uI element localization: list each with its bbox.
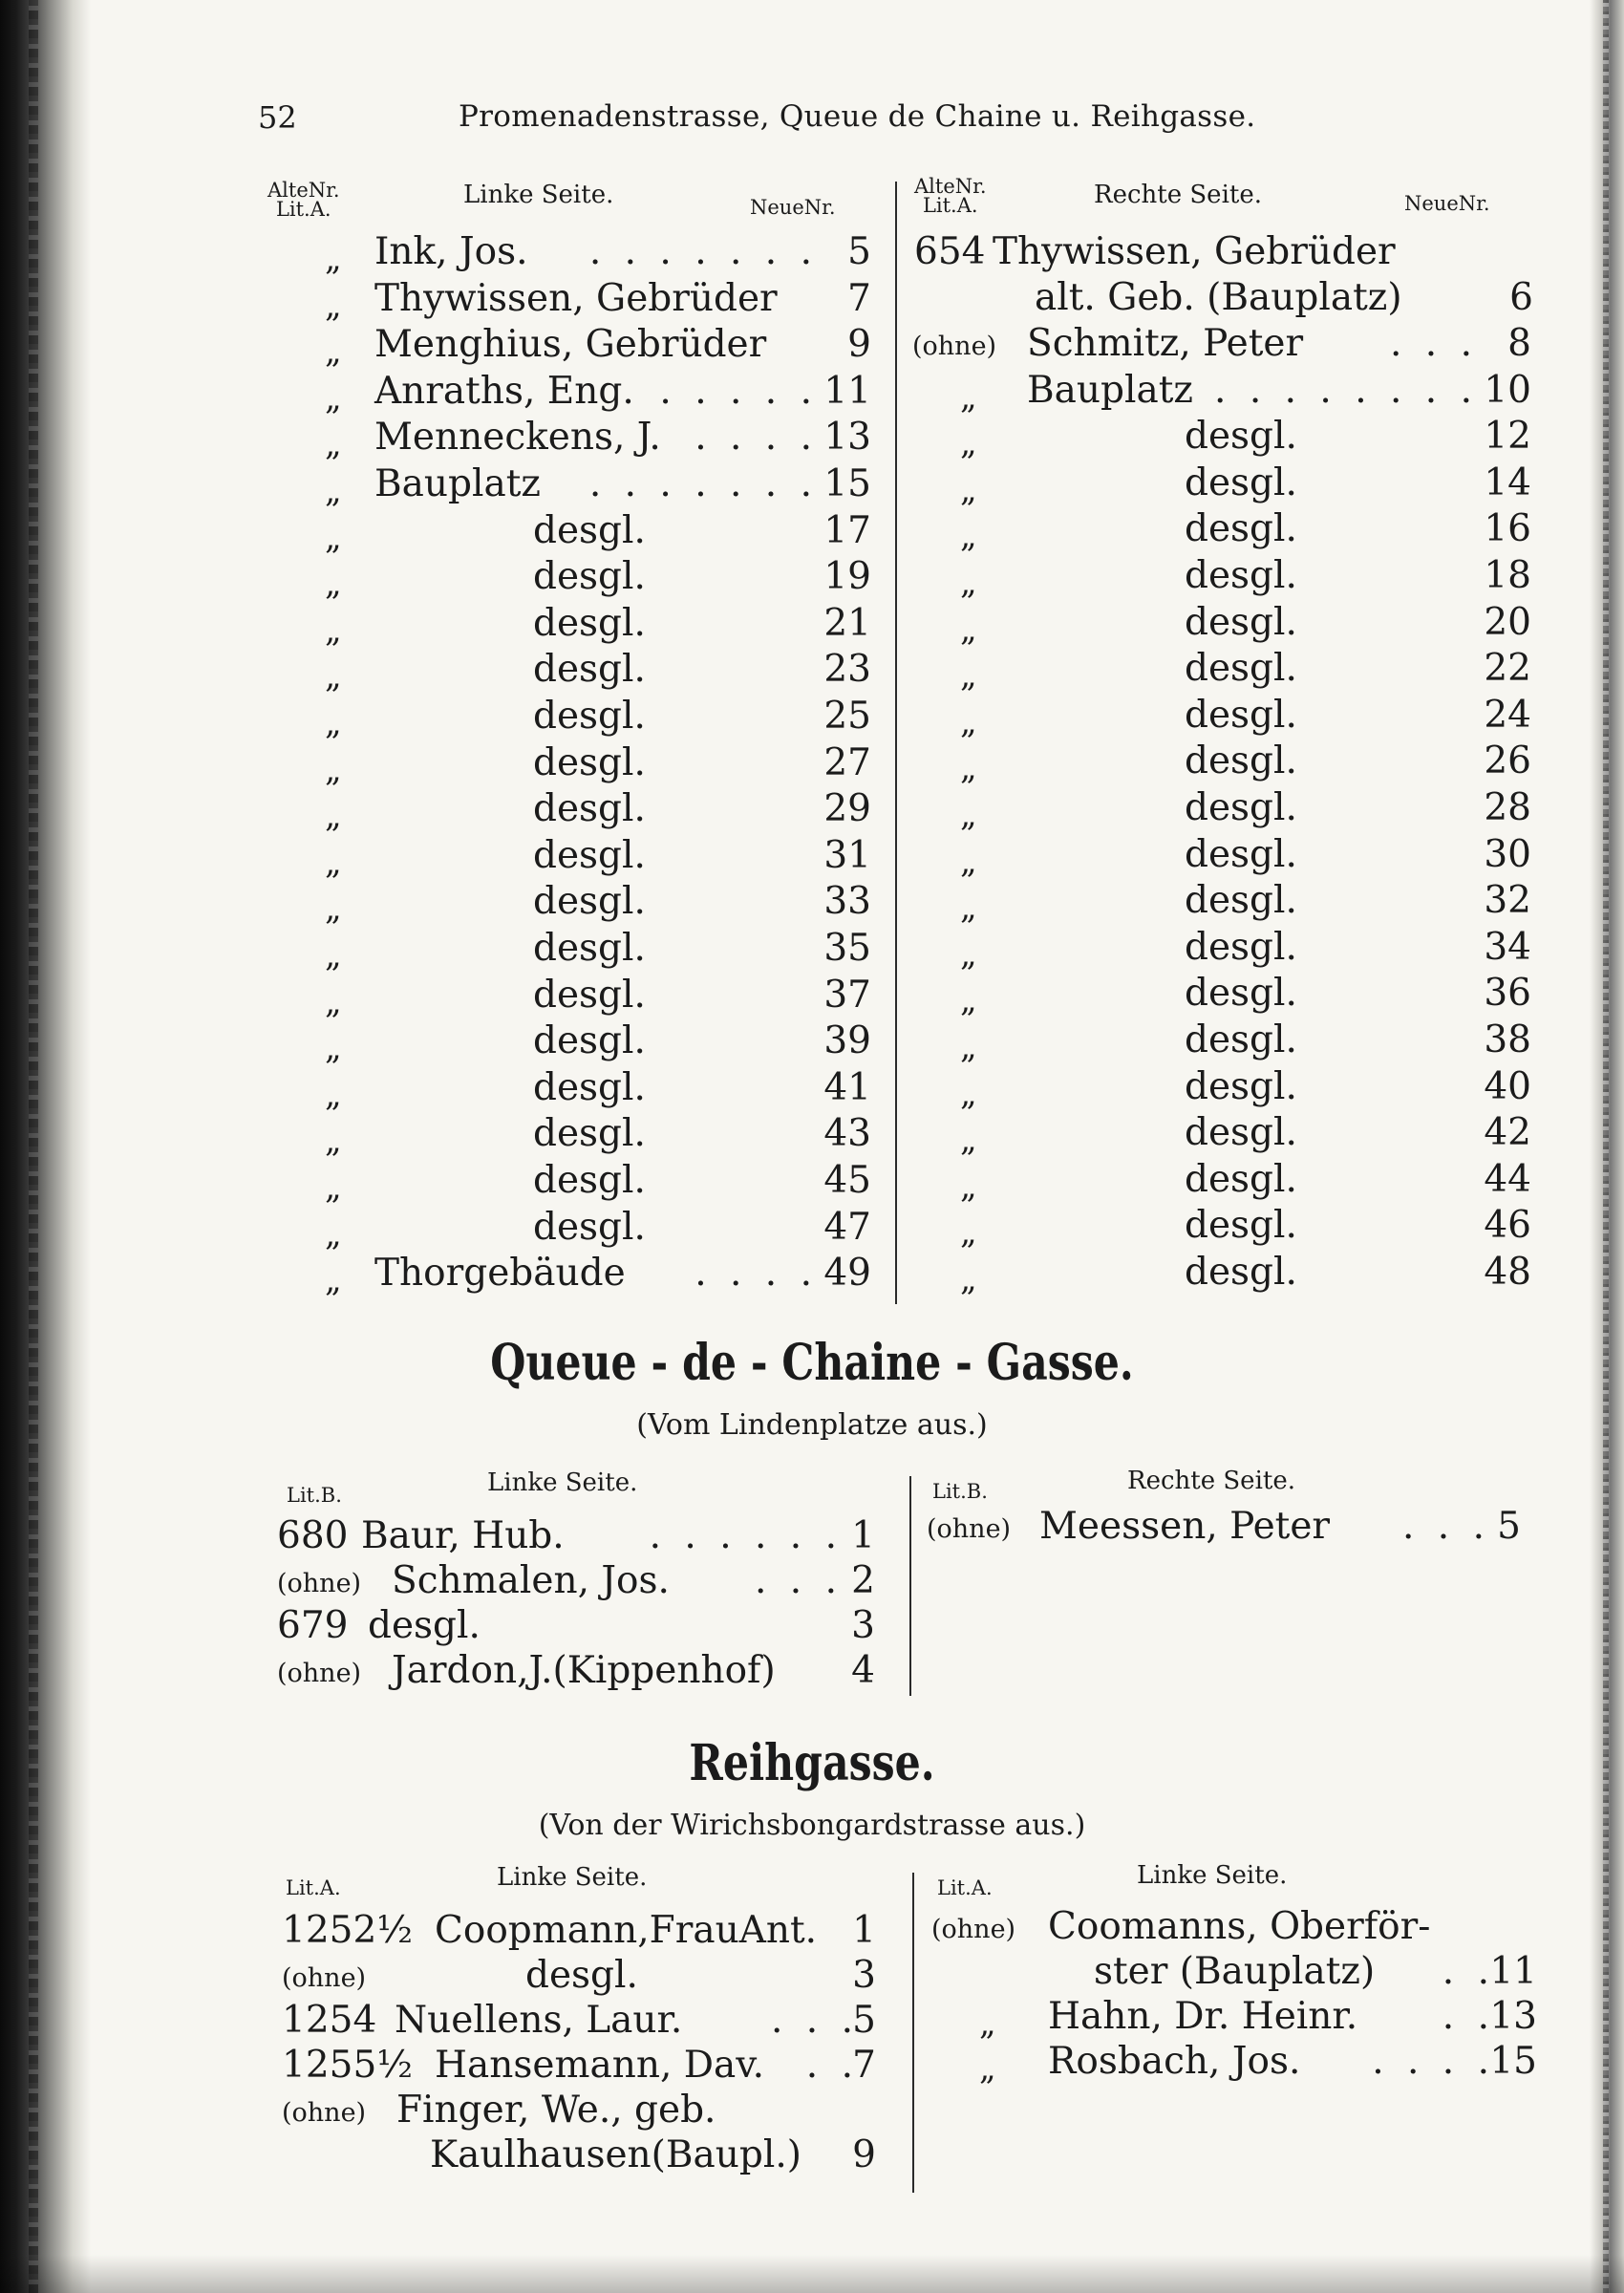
- ditto-mark: „: [325, 1168, 342, 1207]
- book-binding-edge: [0, 0, 91, 2293]
- new-number: 28: [1484, 786, 1531, 829]
- new-number: 4: [851, 1649, 875, 1692]
- entry-name: Jardon,J.(Kippenhof): [392, 1649, 776, 1692]
- entry-name: desgl.: [1185, 786, 1297, 829]
- new-number: 7: [847, 276, 871, 320]
- list-item: [912, 554, 1533, 600]
- new-number: 5: [847, 230, 871, 273]
- ditto-mark: „: [960, 1074, 977, 1113]
- list-item: [258, 1159, 879, 1205]
- new-number: 27: [823, 740, 871, 784]
- ditto-mark: „: [325, 1075, 342, 1114]
- list-item: [912, 1158, 1533, 1204]
- entry-name: desgl.: [1185, 739, 1297, 783]
- leader-dots: . . . .: [694, 1252, 818, 1296]
- ditto-mark: „: [960, 981, 977, 1020]
- new-number: 3: [852, 1954, 876, 1997]
- list-item: [282, 1909, 893, 1955]
- list-item: [931, 2040, 1543, 2086]
- ditto-mark: „: [960, 702, 977, 741]
- leader-dots: . . .: [755, 1559, 843, 1602]
- list-item: [258, 277, 879, 323]
- alte-nr-header: AlteNr. Lit.A.: [914, 175, 987, 217]
- ditto-mark: „: [979, 2004, 996, 2043]
- queue-right-column: [927, 1467, 1538, 1696]
- entry-name: Hahn, Dr. Heinr.: [1048, 1995, 1358, 2038]
- entry-name: Thywissen, Gebrüder: [374, 276, 778, 320]
- list-item: [277, 1514, 888, 1560]
- ditto-mark: „: [325, 889, 342, 929]
- running-title: Promenadenstrasse, Queue de Chaine u. Reihgasse.: [459, 99, 1256, 134]
- ditto-mark: „: [960, 377, 977, 417]
- new-number: 1: [851, 1514, 875, 1557]
- list-item: [277, 1604, 888, 1650]
- leader-dots: . . .: [1402, 1505, 1490, 1548]
- entry-name: Baur, Hub.: [361, 1514, 565, 1557]
- entry-name: Ink, Jos.: [374, 230, 528, 273]
- entry-name: desgl.: [533, 695, 646, 738]
- entry-name: desgl.: [533, 1019, 646, 1063]
- leader-dots: . . .: [771, 1999, 859, 2042]
- entry-name: desgl.: [533, 555, 646, 599]
- entry-name: desgl.: [533, 880, 646, 924]
- new-number: 33: [823, 880, 871, 924]
- leader-dots: . .: [1442, 1950, 1495, 1993]
- new-number: 47: [823, 1205, 871, 1249]
- ditto-mark: „: [960, 424, 977, 463]
- left-side-header: Linke Seite.: [463, 181, 614, 209]
- list-item: [912, 1018, 1533, 1064]
- new-number: 26: [1484, 739, 1531, 783]
- new-number: 34: [1484, 925, 1531, 969]
- list-item: [912, 739, 1533, 788]
- entry-name: desgl.: [1185, 1018, 1297, 1061]
- entry-name: alt. Geb. (Bauplatz): [1035, 276, 1402, 319]
- new-number: 12: [1484, 415, 1531, 459]
- new-number: 10: [1484, 368, 1531, 412]
- list-item: [258, 462, 879, 508]
- entry-name: desgl.: [1185, 415, 1297, 459]
- entry-name: desgl.: [533, 1112, 646, 1156]
- ditto-mark: „: [960, 610, 977, 649]
- right-side-header: Rechte Seite.: [1094, 181, 1262, 209]
- list-item: [912, 1204, 1533, 1253]
- new-number: 38: [1484, 1018, 1531, 1061]
- list-item: [912, 601, 1533, 647]
- new-number: 20: [1484, 600, 1531, 644]
- ditto-mark: „: [325, 518, 342, 557]
- section-title-reih: Reihgasse.: [689, 1734, 935, 1792]
- entry-name: Meessen, Peter: [1039, 1505, 1331, 1548]
- new-number: 7: [852, 2044, 876, 2087]
- ditto-mark: „: [325, 611, 342, 650]
- ditto-mark: „: [960, 1260, 977, 1298]
- ditto-mark: „: [325, 797, 342, 836]
- alt-number-none: (ohne): [277, 1569, 362, 1598]
- ditto-mark: „: [960, 656, 977, 696]
- column-divider: [895, 182, 897, 1304]
- new-number: 37: [823, 973, 871, 1017]
- list-item: [912, 1065, 1533, 1111]
- list-item: [258, 1112, 879, 1161]
- entry-name: desgl.: [1185, 832, 1297, 876]
- page-number: 52: [258, 99, 297, 136]
- ditto-mark: „: [325, 286, 342, 325]
- left-side-header: Linke Seite.: [487, 1468, 638, 1497]
- entry-name: desgl.: [533, 787, 646, 831]
- ditto-mark: „: [960, 889, 977, 928]
- ditto-mark: „: [325, 425, 342, 464]
- list-item: [258, 230, 879, 276]
- leader-dots: . . . . . . . .: [1214, 368, 1478, 412]
- ditto-mark: „: [960, 1028, 977, 1066]
- new-number: 49: [823, 1252, 871, 1296]
- section-subtitle-queue: (Vom Lindenplatze aus.): [636, 1408, 988, 1442]
- list-item: [912, 369, 1533, 415]
- list-item: [912, 833, 1533, 879]
- alt-number-none: (ohne): [282, 2098, 367, 2128]
- list-item: [258, 648, 879, 694]
- list-item: [258, 1066, 879, 1112]
- entry-name: Schmitz, Peter: [1027, 322, 1304, 365]
- list-item: [258, 555, 879, 604]
- entry-name: desgl.: [533, 1205, 646, 1249]
- list-item: [258, 974, 879, 1019]
- leader-dots: . . . . .: [659, 369, 818, 413]
- ditto-mark: „: [960, 934, 977, 974]
- section-title-queue: Queue - de - Chaine - Gasse.: [490, 1334, 1134, 1392]
- list-item: [912, 415, 1533, 461]
- new-number: 35: [823, 927, 871, 970]
- list-item: [912, 926, 1533, 972]
- list-item: [927, 1505, 1538, 1551]
- entry-name: Bauplatz: [1027, 368, 1193, 412]
- entry-name: desgl.: [1185, 1157, 1297, 1201]
- ditto-mark: „: [325, 704, 342, 742]
- new-number: 3: [851, 1604, 875, 1647]
- list-item: [277, 1559, 888, 1605]
- ditto-mark: „: [325, 378, 342, 418]
- list-item: [282, 1954, 893, 2000]
- entry-name: desgl.: [533, 973, 646, 1017]
- page-right-edge: [1590, 0, 1624, 2293]
- alte-nr-header: AlteNr. Lit.A.: [267, 179, 340, 221]
- ditto-mark: „: [960, 1167, 977, 1206]
- list-item: [912, 972, 1533, 1018]
- list-item: [258, 509, 879, 555]
- leader-dots: . . .: [1390, 322, 1478, 365]
- new-number: 48: [1484, 1251, 1531, 1294]
- ditto-mark: „: [960, 1121, 977, 1160]
- ditto-mark: „: [325, 332, 342, 372]
- new-number: 31: [823, 833, 871, 877]
- list-item: [912, 694, 1533, 739]
- ditto-mark: „: [325, 750, 342, 789]
- list-item: [912, 1251, 1533, 1297]
- new-number: 41: [823, 1065, 871, 1109]
- entry-name: Bauplatz: [374, 462, 541, 505]
- new-number: 21: [823, 601, 871, 645]
- new-number: 43: [823, 1112, 871, 1156]
- entry-name: desgl.: [1185, 647, 1297, 691]
- new-number: 44: [1484, 1157, 1531, 1201]
- ditto-mark: „: [960, 842, 977, 881]
- ditto-mark: „: [960, 564, 977, 602]
- alt-number-none: (ohne): [282, 1963, 367, 1993]
- ditto-mark: „: [960, 517, 977, 556]
- alt-number: 1252½: [282, 1909, 414, 1952]
- new-number: 29: [823, 787, 871, 831]
- left-side-header: Linke Seite.: [497, 1863, 648, 1892]
- entry-name: desgl.: [533, 648, 646, 692]
- entry-name: desgl.: [533, 740, 646, 784]
- new-number: 45: [823, 1159, 871, 1202]
- new-number: 14: [1484, 461, 1531, 504]
- entry-name: desgl.: [1185, 879, 1297, 923]
- new-number: 32: [1484, 879, 1531, 923]
- entry-name: Nuellens, Laur.: [395, 1999, 683, 2042]
- list-item: [912, 879, 1533, 928]
- new-number: 11: [823, 369, 871, 413]
- list-item: [912, 230, 1533, 276]
- list-item: [277, 1649, 888, 1695]
- page-header: [258, 99, 1328, 143]
- ditto-mark: „: [325, 1261, 342, 1300]
- list-item: [912, 786, 1533, 832]
- ditto-mark: „: [960, 749, 977, 788]
- neue-nr-header: NeueNr.: [1404, 192, 1490, 215]
- list-item: [282, 2044, 893, 2089]
- list-item: [931, 1995, 1543, 2041]
- page-bottom-shadow: [0, 2255, 1624, 2293]
- reih-left-column: [282, 1863, 893, 2197]
- entry-name: desgl.: [525, 1954, 638, 1997]
- entry-name: desgl.: [1185, 461, 1297, 504]
- entry-name: Menghius, Gebrüder: [374, 323, 767, 367]
- ditto-mark: „: [325, 843, 342, 882]
- new-number: 18: [1484, 554, 1531, 597]
- ditto-mark: „: [325, 1029, 342, 1068]
- list-item: [912, 1111, 1533, 1160]
- leader-dots: . .: [805, 2044, 859, 2087]
- list-item: [258, 1252, 879, 1300]
- leader-dots: . . . . . . .: [588, 462, 818, 505]
- list-item: [258, 787, 879, 836]
- queue-left-column: [277, 1467, 888, 1696]
- entry-name: ster (Bauplatz): [1094, 1950, 1376, 1993]
- ditto-mark: „: [325, 565, 342, 604]
- entry-name: Finger, We., geb.: [396, 2089, 716, 2132]
- ditto-mark: „: [325, 240, 342, 278]
- entry-name: desgl.: [533, 508, 646, 552]
- new-number: 1: [852, 1909, 876, 1952]
- entry-name: desgl.: [1185, 1251, 1297, 1294]
- alt-number: 1254: [282, 1999, 377, 2042]
- entry-name: Coomanns, Oberför-: [1048, 1905, 1431, 1948]
- leader-dots: . . . .: [1372, 2040, 1495, 2083]
- section-subtitle-reih: (Von der Wirichsbongardstrasse aus.): [538, 1809, 1086, 1842]
- entry-name: desgl.: [1185, 554, 1297, 597]
- new-number: 9: [852, 2133, 876, 2176]
- new-number: 22: [1484, 647, 1531, 691]
- new-number: 15: [1489, 2040, 1537, 2083]
- new-number: 13: [823, 416, 871, 460]
- ditto-mark: „: [325, 1122, 342, 1161]
- right-side-header: Rechte Seite.: [1127, 1467, 1295, 1495]
- column-divider: [909, 1476, 911, 1696]
- new-number: 19: [823, 555, 871, 599]
- new-number: 17: [823, 508, 871, 552]
- list-item: [282, 1999, 893, 2045]
- alt-number-none: (ohne): [277, 1659, 362, 1688]
- entry-name: desgl.: [368, 1604, 481, 1647]
- new-number: 6: [1509, 276, 1533, 319]
- list-item: [912, 507, 1533, 556]
- entry-name: desgl.: [1185, 925, 1297, 969]
- lit-header: Lit.B.: [932, 1480, 988, 1503]
- new-number: 46: [1484, 1204, 1531, 1248]
- new-number: 30: [1484, 832, 1531, 876]
- list-item: [931, 1905, 1543, 1951]
- lit-header: Lit.A.: [286, 1876, 341, 1899]
- lit-header: Lit.A.: [937, 1876, 993, 1899]
- new-number: 5: [1497, 1505, 1521, 1548]
- entry-name: Rosbach, Jos.: [1048, 2040, 1301, 2083]
- ditto-mark: „: [960, 796, 977, 834]
- column-divider: [912, 1873, 914, 2193]
- new-number: 36: [1484, 972, 1531, 1016]
- list-item: [258, 370, 879, 416]
- new-number: 40: [1484, 1064, 1531, 1108]
- list-item: [258, 323, 879, 372]
- alt-number: 1255½: [282, 2044, 414, 2087]
- alt-number-none: (ohne): [912, 332, 997, 361]
- ditto-mark: „: [960, 470, 977, 509]
- entry-name: desgl.: [533, 927, 646, 970]
- list-item: [258, 1206, 879, 1252]
- new-number: 16: [1484, 507, 1531, 551]
- list-item: [258, 741, 879, 787]
- list-item: [912, 461, 1533, 507]
- new-number: 23: [823, 648, 871, 692]
- entry-name: Anraths, Eng.: [374, 369, 634, 413]
- entry-name: desgl.: [533, 1065, 646, 1109]
- new-number: 25: [823, 695, 871, 738]
- new-number: 2: [851, 1559, 875, 1602]
- list-item: [258, 1019, 879, 1068]
- left-side-header: Linke Seite.: [1137, 1861, 1288, 1890]
- list-item: [258, 834, 879, 880]
- ditto-mark: „: [979, 2049, 996, 2088]
- new-number: 39: [823, 1019, 871, 1063]
- entry-name: Coopmann,FrauAnt.: [435, 1909, 818, 1952]
- entry-name: desgl.: [1185, 1111, 1297, 1155]
- entry-name: desgl.: [1185, 972, 1297, 1016]
- alt-number-none: (ohne): [927, 1514, 1012, 1544]
- ditto-mark: „: [325, 1214, 342, 1254]
- alt-number: 680: [277, 1514, 349, 1557]
- entry-name: Hansemann, Dav.: [435, 2044, 765, 2087]
- alt-number-none: (ohne): [931, 1915, 1016, 1944]
- leader-dots: . . . . . .: [649, 1514, 843, 1557]
- entry-name: Kaulhausen(Baupl.): [430, 2133, 801, 2176]
- entry-name: desgl.: [533, 1159, 646, 1202]
- entry-name: Menneckens, J.: [374, 416, 661, 460]
- list-item: [258, 695, 879, 740]
- new-number: 15: [823, 462, 871, 505]
- entry-name: desgl.: [1185, 1064, 1297, 1108]
- list-item: [931, 1950, 1543, 1996]
- new-number: 42: [1484, 1111, 1531, 1155]
- new-number: 24: [1484, 693, 1531, 737]
- alt-number: 679: [277, 1604, 349, 1647]
- entry-name: desgl.: [1185, 1204, 1297, 1248]
- leader-dots: . .: [1442, 1995, 1495, 2038]
- ditto-mark: „: [325, 982, 342, 1021]
- entry-name: desgl.: [1185, 507, 1297, 551]
- promenade-left-column: [258, 177, 879, 1304]
- new-number: 11: [1489, 1950, 1537, 1993]
- list-item: [282, 2089, 893, 2134]
- entry-name: Schmalen, Jos.: [392, 1559, 670, 1602]
- ditto-mark: „: [325, 657, 342, 696]
- list-item: [912, 322, 1533, 368]
- entry-name: Thywissen, Gebrüder: [993, 230, 1396, 273]
- leader-dots: . . . .: [694, 416, 818, 460]
- ditto-mark: „: [325, 472, 342, 510]
- leader-dots: . . . . . . .: [588, 230, 818, 273]
- list-item: [912, 276, 1533, 322]
- entry-name: desgl.: [1185, 600, 1297, 644]
- entry-name: desgl.: [533, 601, 646, 645]
- new-number: 8: [1507, 322, 1531, 365]
- lit-header: Lit.B.: [287, 1484, 342, 1507]
- new-number: 9: [847, 323, 871, 367]
- promenade-right-column: [912, 177, 1533, 1304]
- ditto-mark: „: [960, 1213, 977, 1253]
- list-item: [258, 927, 879, 973]
- neue-nr-header: NeueNr.: [750, 196, 836, 219]
- ditto-mark: „: [325, 936, 342, 975]
- entry-name: Thorgebäude: [374, 1252, 626, 1296]
- list-item: [258, 880, 879, 929]
- list-item: [912, 647, 1533, 696]
- list-item: [282, 2133, 893, 2179]
- alt-number: 654: [914, 230, 986, 273]
- list-item: [258, 416, 879, 464]
- list-item: [258, 602, 879, 648]
- new-number: 5: [852, 1999, 876, 2042]
- new-number: 13: [1489, 1995, 1537, 2038]
- entry-name: desgl.: [1185, 693, 1297, 737]
- entry-name: desgl.: [533, 833, 646, 877]
- reih-right-column: [931, 1863, 1543, 2197]
